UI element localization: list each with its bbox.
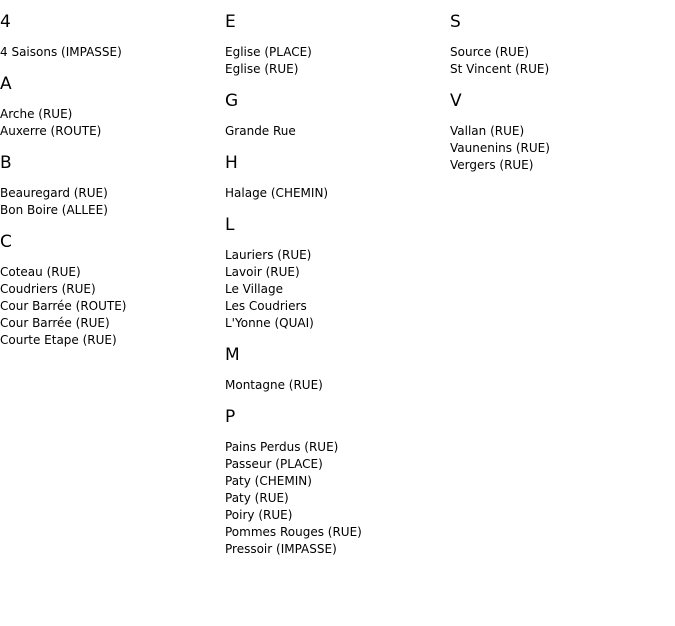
street-link[interactable]: Pressoir (IMPASSE) bbox=[225, 542, 337, 556]
letter-heading: G bbox=[225, 91, 239, 111]
street-link[interactable]: Montagne (RUE) bbox=[225, 378, 323, 392]
street-link[interactable]: Source (RUE) bbox=[450, 45, 530, 59]
street-link[interactable]: L'Yonne (QUAI) bbox=[225, 316, 314, 330]
letter-group bbox=[0, 153, 220, 219]
street-link[interactable]: Cour Barrée (RUE) bbox=[0, 316, 110, 330]
street-link[interactable]: Pommes Rouges (RUE) bbox=[225, 525, 362, 539]
street-link[interactable]: Courte Etape (RUE) bbox=[0, 333, 117, 347]
letter-heading: E bbox=[225, 12, 236, 32]
street-list bbox=[225, 439, 445, 558]
street-link[interactable]: St Vincent (RUE) bbox=[450, 62, 550, 76]
street-link[interactable]: Halage (CHEMIN) bbox=[225, 186, 329, 200]
street-list bbox=[0, 106, 220, 140]
letter-group bbox=[225, 12, 445, 78]
street-link[interactable]: Vaunenins (RUE) bbox=[450, 141, 550, 155]
letter-group bbox=[0, 12, 220, 61]
street-list bbox=[225, 185, 445, 202]
street-link[interactable]: Pains Perdus (RUE) bbox=[225, 440, 339, 454]
street-link[interactable]: Coudriers (RUE) bbox=[0, 282, 96, 296]
letter-heading: C bbox=[0, 232, 12, 252]
street-list bbox=[225, 377, 445, 394]
street-index-column-2 bbox=[225, 0, 445, 558]
street-link[interactable]: Paty (CHEMIN) bbox=[225, 474, 312, 488]
letter-heading: 4 bbox=[0, 12, 11, 32]
street-link[interactable]: Poiry (RUE) bbox=[225, 508, 293, 522]
street-link[interactable]: Coteau (RUE) bbox=[0, 265, 81, 279]
street-list bbox=[0, 264, 220, 349]
street-link[interactable]: Eglise (RUE) bbox=[225, 62, 299, 76]
letter-group bbox=[450, 91, 670, 174]
street-link[interactable]: Passeur (PLACE) bbox=[225, 457, 323, 471]
letter-group bbox=[0, 74, 220, 140]
street-link[interactable]: Bon Boire (ALLEE) bbox=[0, 203, 108, 217]
street-link[interactable]: Lavoir (RUE) bbox=[225, 265, 300, 279]
letter-group bbox=[450, 12, 670, 78]
letter-heading: S bbox=[450, 12, 461, 32]
street-link[interactable]: Cour Barrée (ROUTE) bbox=[0, 299, 127, 313]
street-link[interactable]: Lauriers (RUE) bbox=[225, 248, 312, 262]
street-link[interactable]: Grande Rue bbox=[225, 124, 296, 138]
letter-group bbox=[225, 153, 445, 202]
street-link[interactable]: Arche (RUE) bbox=[0, 107, 73, 121]
letter-group bbox=[225, 345, 445, 394]
street-index-column-3 bbox=[450, 0, 670, 174]
letter-heading: H bbox=[225, 153, 238, 173]
street-link[interactable]: 4 Saisons (IMPASSE) bbox=[0, 45, 122, 59]
street-list bbox=[225, 123, 445, 140]
street-list bbox=[225, 247, 445, 332]
letter-group bbox=[225, 215, 445, 332]
street-link[interactable]: Eglise (PLACE) bbox=[225, 45, 312, 59]
letter-group bbox=[0, 232, 220, 349]
letter-group bbox=[225, 91, 445, 140]
letter-group bbox=[225, 407, 445, 558]
street-list bbox=[225, 44, 445, 78]
letter-heading: A bbox=[0, 74, 12, 94]
street-index-column-1 bbox=[0, 0, 220, 349]
street-link[interactable]: Vergers (RUE) bbox=[450, 158, 534, 172]
street-list bbox=[450, 44, 670, 78]
letter-heading: V bbox=[450, 91, 462, 111]
street-link[interactable]: Vallan (RUE) bbox=[450, 124, 525, 138]
street-link[interactable]: Auxerre (ROUTE) bbox=[0, 124, 102, 138]
street-link[interactable]: Paty (RUE) bbox=[225, 491, 289, 505]
street-list bbox=[450, 123, 670, 174]
street-list bbox=[0, 185, 220, 219]
letter-heading: L bbox=[225, 215, 235, 235]
street-list bbox=[0, 44, 220, 61]
street-link[interactable]: Les Coudriers bbox=[225, 299, 307, 313]
letter-heading: P bbox=[225, 407, 236, 427]
letter-heading: M bbox=[225, 345, 240, 365]
street-link[interactable]: Beauregard (RUE) bbox=[0, 186, 108, 200]
letter-heading: B bbox=[0, 153, 12, 173]
street-link[interactable]: Le Village bbox=[225, 282, 283, 296]
